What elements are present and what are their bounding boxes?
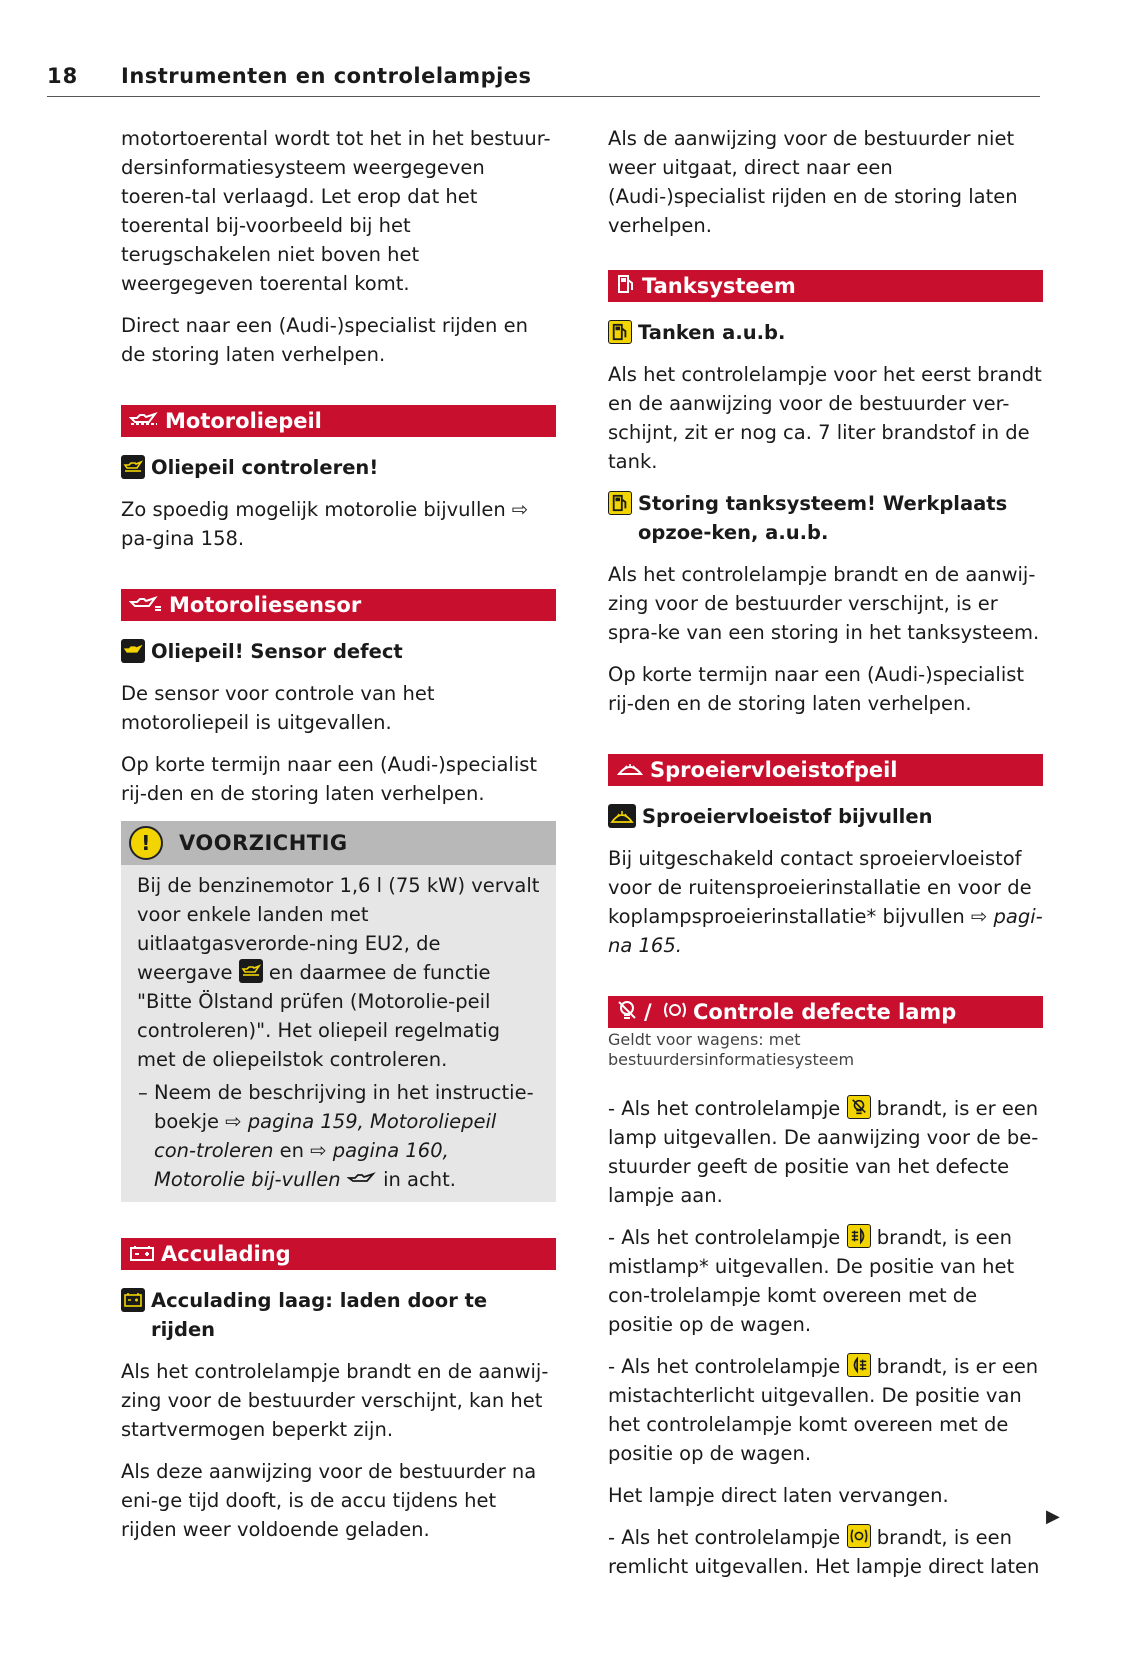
page-title: Instrumenten en controlelampjes	[121, 64, 532, 88]
caution-text: Bij de benzinemotor 1,6 l (75 kW) vervalt voor enkele landen met uitlaatgasverorde-ning EU2, de weergave en daarmee de functie "Bitte Ölstand prüfen (Motorolie-peil controleren)". Het oliepeil regelmatig met de oliepeilstok controleren.	[137, 874, 540, 1071]
link-pagina-159[interactable]: pagina 159, Motoroliepeil con-troleren	[154, 1110, 497, 1162]
section-title: Motoroliesensor	[169, 593, 362, 617]
lamp-text-3: - Als het controlelampje brandt, is er een mistachterlicht uitgevallen. De positie van het controlelampje komt overeen met de positie op de wagen.	[608, 1355, 1039, 1465]
washer-fluid-warning-icon	[608, 804, 636, 828]
washer-fluid-icon	[616, 755, 644, 787]
bulb-fault-icon	[616, 997, 638, 1029]
section-bar-tanksysteem	[608, 270, 1043, 302]
link-pagina-160[interactable]: pagina 160, Motorolie bij-vullen	[154, 1139, 449, 1191]
sensor-text-2: Op korte termijn naar een (Audi-)specialist rij-den en de storing laten verhelpen.	[121, 753, 538, 805]
intro-paragraph-1: motortoerental wordt tot het in het bestuur-dersinformatiesysteem weergegeven toeren-tal verlaagd. Let erop dat het toerental bij-voorbeeld bij het terugschakelen niet boven het weergegeven toerental komt.	[121, 127, 551, 295]
oil-sensor-warning-icon	[121, 639, 145, 663]
subheading-tanken: Tanken a.u.b.	[608, 318, 1043, 347]
caution-header	[121, 821, 556, 865]
acculading-text-2: Als deze aanwijzing voor de bestuurder na eni-ge tijd dooft, is de accu tijdens het rijden weer voldoende geladen.	[121, 1460, 537, 1541]
page-number: 18	[47, 64, 79, 88]
fuel-system-fault-icon	[608, 491, 632, 515]
section-bar-defecte-lamp: / Controle defecte lamp	[608, 996, 1043, 1028]
subheading-sensor: Oliepeil! Sensor defect	[121, 637, 556, 666]
lamp-text-4: Het lampje direct laten vervangen.	[608, 1484, 949, 1507]
subheading-storing-tanksysteem: Storing tanksysteem! Werkplaats opzoe-ken, a.u.b.	[608, 489, 1043, 547]
lamp-text-2: - Als het controlelampje brandt, is een mistlamp* uitgevallen. De positie van het con-trolelampje komt overeen met de positie op de wagen.	[608, 1226, 1015, 1336]
sensor-text-1: De sensor voor controle van het motoroliepeil is uitgevallen.	[121, 682, 435, 734]
sproeier-text: Bij uitgeschakeld contact sproeiervloeistof voor de ruitensproeierinstallatie en voor de koplampsproeierinstallatie* bijvullen ⇨ pagi-na 165.	[608, 847, 1043, 957]
tanksysteem-text-1: Als het controlelampje voor het eerst brandt en de aanwijzing voor de bestuurder ver-schijnt, zit er nog ca. 7 liter brandstof in de tank.	[608, 363, 1042, 473]
oil-level-warning-icon	[121, 455, 145, 479]
fuel-pump-icon	[616, 271, 636, 303]
applicability-note: Geldt voor wagens: met bestuurdersinformatiesysteem	[608, 1030, 855, 1069]
section-title: Controle defecte lamp	[692, 1000, 957, 1024]
section-bar-motoroliesensor	[121, 589, 556, 621]
section-title: Sproeiervloeistofpeil	[650, 758, 898, 782]
acculading-text-1: Als het controlelampje brandt en de aanwij-zing voor de bestuurder verschijnt, kan het startvermogen beperkt zijn.	[121, 1360, 549, 1441]
lamp-text-1: - Als het controlelampje brandt, is er een lamp uitgevallen. De aanwijzing voor de be-stuurder geeft de positie van het defecte lampje aan.	[608, 1097, 1039, 1207]
caution-title: VOORZICHTIG	[179, 831, 348, 855]
section-title: Motoroliepeil	[165, 409, 322, 433]
section-title: Tanksysteem	[642, 274, 796, 298]
oil-level-warning-icon	[239, 959, 263, 983]
caution-list-item: – Neem de beschrijving in het instructie-boekje ⇨ pagina 159, Motoroliepeil con-troleren en ⇨ pagina 160, Motorolie bij-vullen in acht.	[138, 1081, 534, 1191]
fuel-warning-icon	[608, 320, 632, 344]
exclamation-icon: !	[129, 826, 163, 860]
subheading-sproeiervloeistof: Sproeiervloeistof bijvullen	[608, 802, 1043, 831]
link-pagina-165[interactable]: pagi-na 165.	[608, 905, 1043, 957]
brake-light-icon	[663, 997, 687, 1029]
bulb-fault-icon	[847, 1095, 871, 1119]
subheading-oliepeil: Oliepeil controleren!	[121, 453, 556, 482]
left-column	[121, 124, 556, 1557]
section-title: Acculading	[161, 1242, 291, 1266]
battery-warning-icon	[121, 1288, 145, 1312]
battery-icon	[129, 1239, 155, 1271]
oil-sensor-icon	[129, 590, 163, 622]
page-header	[47, 62, 1040, 97]
subheading-acculading: Acculading laag: laden door te rijden	[121, 1286, 556, 1344]
tanksysteem-text-2: Als het controlelampje brandt en de aanwij-zing voor de bestuurder verschijnt, is er spra-ke van een storing in het tanksysteem.	[608, 563, 1040, 644]
section-bar-sproeiervloeistof	[608, 754, 1043, 786]
right-column	[608, 124, 1043, 1594]
intro-paragraph-2: Direct naar een (Audi-)specialist rijden en de storing laten verhelpen.	[121, 314, 528, 366]
oil-can-icon	[129, 406, 159, 438]
oil-can-icon	[347, 1168, 377, 1191]
rear-fog-light-icon	[847, 1353, 871, 1377]
fog-light-icon	[847, 1224, 871, 1248]
continue-arrow-icon: ▶	[1046, 1506, 1060, 1527]
section-bar-motoroliepeil	[121, 405, 556, 437]
lamp-text-5: - Als het controlelampje brandt, is een remlicht uitgevallen. Het lampje direct laten	[608, 1526, 1040, 1578]
section-bar-acculading	[121, 1238, 556, 1270]
oliepeil-text: Zo spoedig mogelijk motorolie bijvullen ⇨ pa-gina 158.	[121, 498, 529, 550]
brake-light-icon	[847, 1524, 871, 1548]
right-intro: Als de aanwijzing voor de bestuurder niet weer uitgaat, direct naar een (Audi-)specialist rijden en de storing laten verhelpen.	[608, 127, 1018, 237]
tanksysteem-text-3: Op korte termijn naar een (Audi-)specialist rij-den en de storing laten verhelpen.	[608, 663, 1025, 715]
caution-box	[121, 821, 556, 1202]
